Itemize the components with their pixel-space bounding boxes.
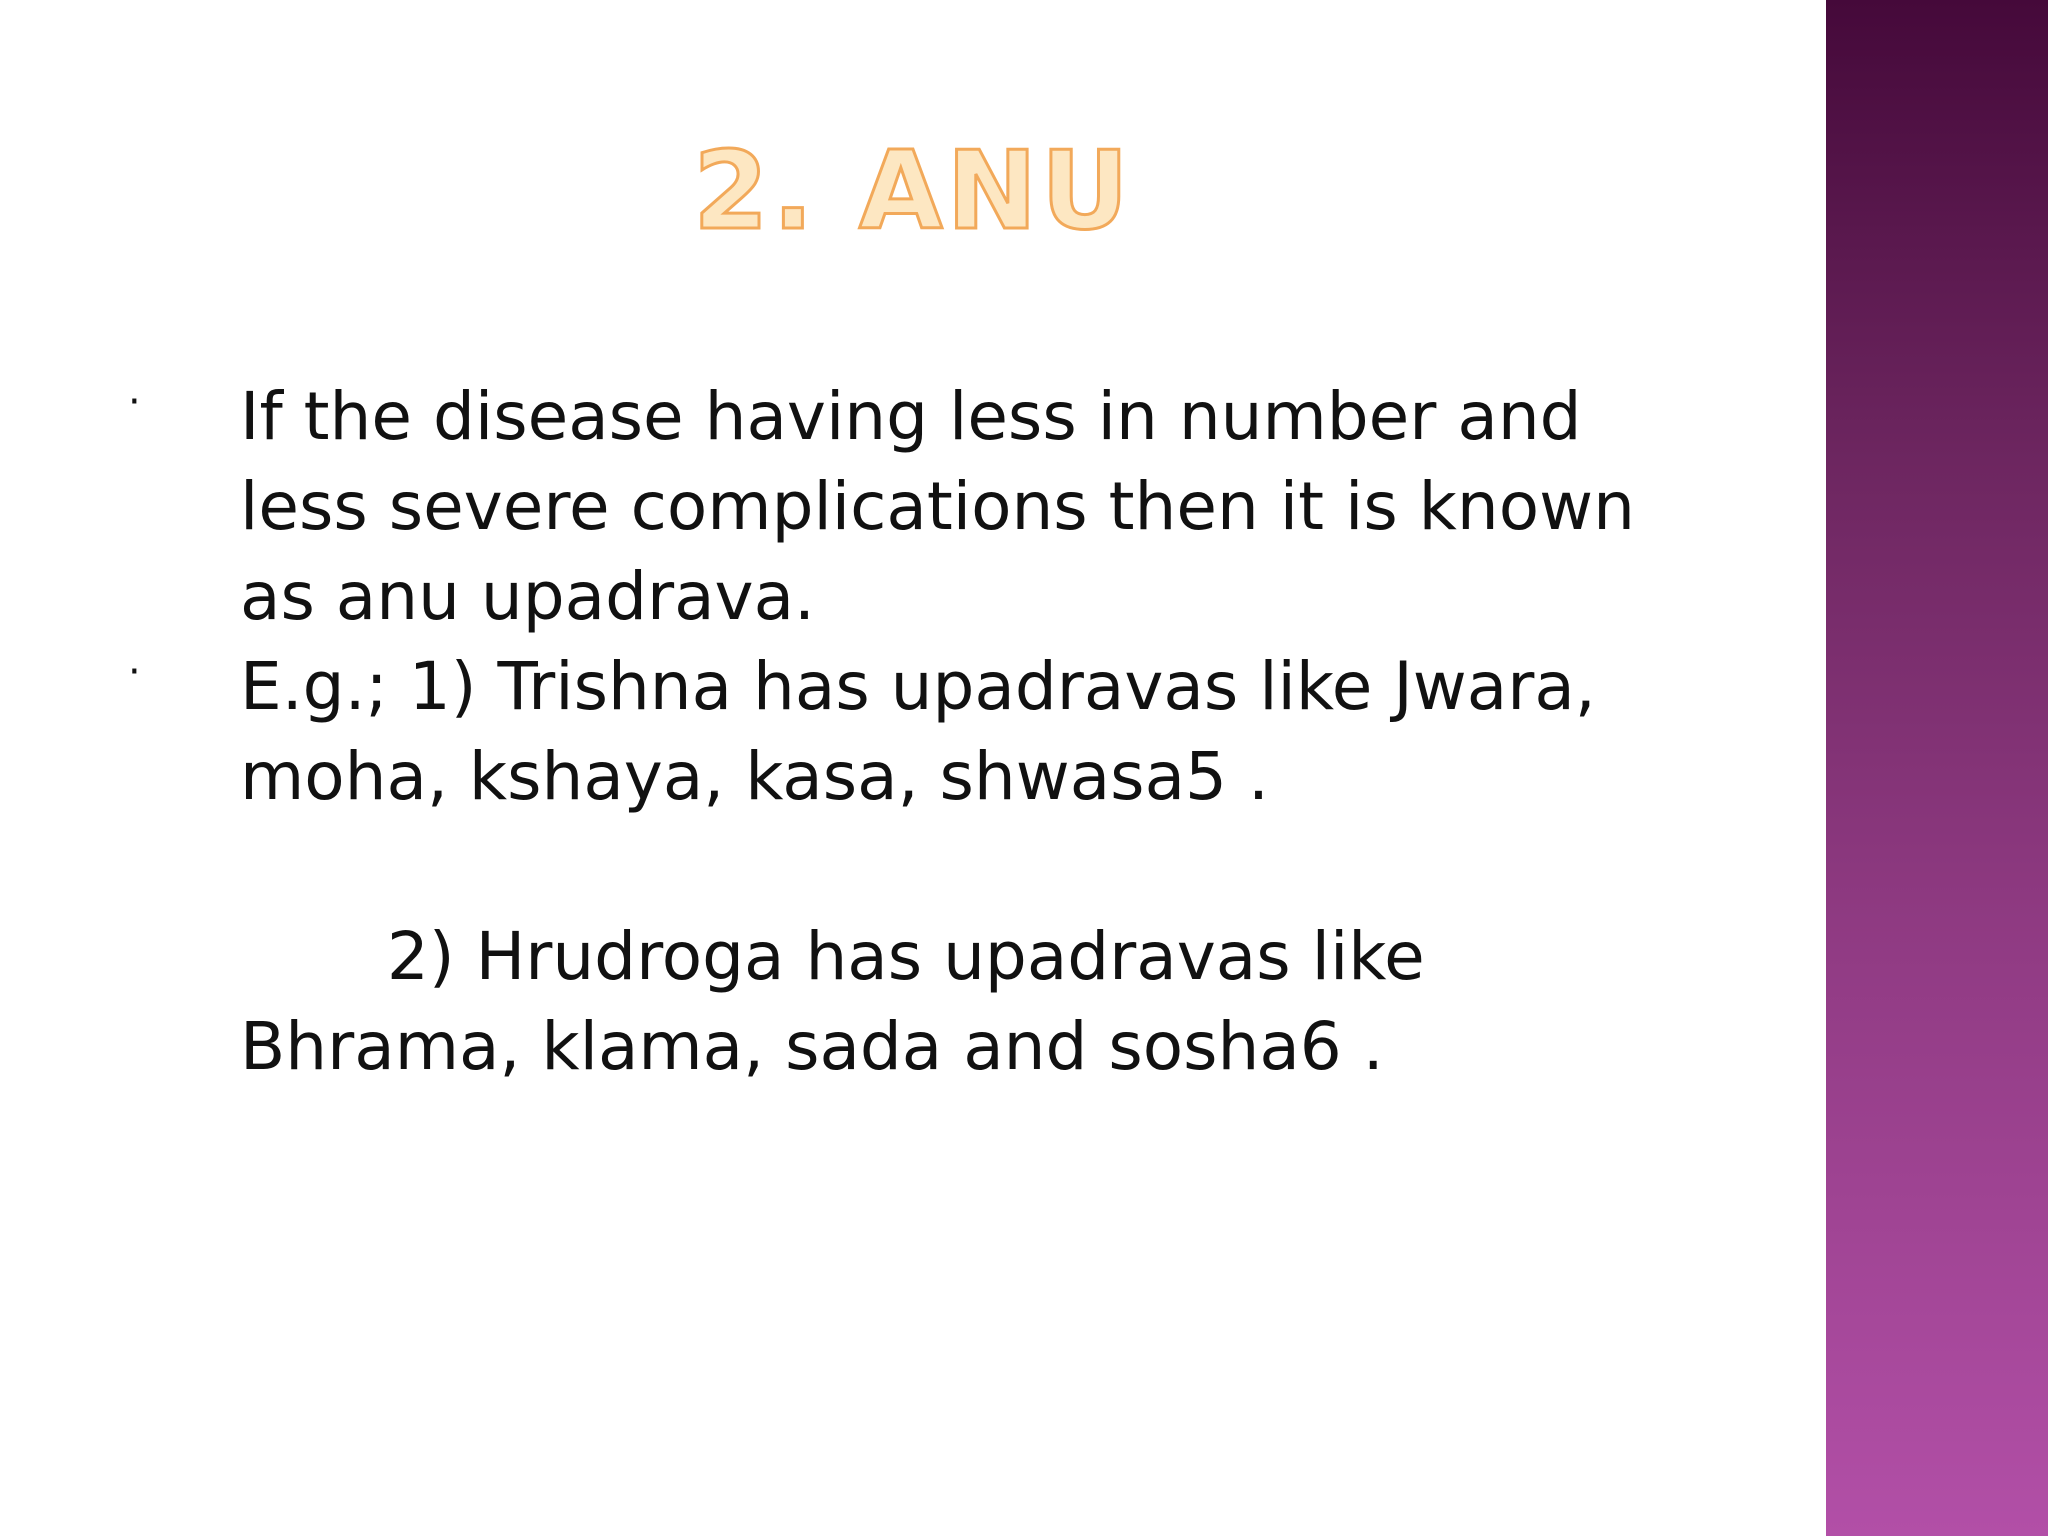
slide-body — [120, 372, 1680, 1182]
paragraph-text: If the disease having less in number and less severe complications then it is known as anu upadrava. — [240, 378, 1635, 635]
decorative-side-band — [1826, 0, 2048, 1536]
paragraph-text: 2) Hrudroga has upadravas like Bhrama, klama, sada and sosha6 . — [240, 918, 1446, 1085]
paragraph-text: E.g.; 1) Trishna has upadravas like Jwara, moha, kshaya, kasa, shwasa5 . — [240, 648, 1596, 815]
bullet-paragraph-2 — [120, 642, 1680, 822]
continuation-paragraph — [120, 822, 1680, 1182]
bullet-dot-icon: · — [128, 649, 141, 695]
bullet-dot-icon: · — [128, 379, 141, 425]
bullet-paragraph-1 — [120, 372, 1680, 642]
slide-title: 2. ANU — [693, 129, 1133, 254]
